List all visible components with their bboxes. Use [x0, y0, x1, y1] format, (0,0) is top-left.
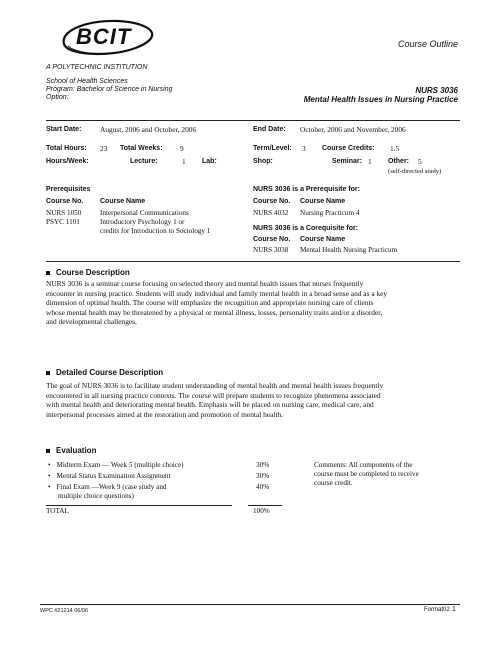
- evaluation-comments: [314, 461, 419, 488]
- evaluation-item: • Midterm Exam — Week 5 (multiple choice): [48, 461, 184, 470]
- bcit-logo: [58, 16, 156, 62]
- course-credits-value: 1.5: [390, 144, 400, 153]
- paragraph-line: with mental health and deteriorating mental health. Emphasis will be placed on nursing care, medical care, and: [46, 400, 374, 410]
- prerequisites-heading: Prerequisites: [46, 186, 91, 193]
- evaluation-pct-rule: [248, 505, 282, 506]
- school-name: School of Health Sciences: [46, 78, 128, 85]
- prereq-for-col-course-no: Course No.: [253, 198, 291, 205]
- other-value: 5: [418, 157, 422, 166]
- paragraph-line: The goal of NURS 3036 is to facilitate student understanding of mental health and mental health issues frequently: [46, 381, 384, 390]
- logo-text: BCIT: [76, 24, 132, 49]
- seminar-value: 1: [368, 157, 372, 166]
- detailed-description-heading-text: Detailed Course Description: [56, 368, 164, 377]
- evaluation-pct: 30%: [256, 461, 270, 469]
- evaluation-item: • Final Exam —Week 9 (case study and: [48, 483, 167, 492]
- evaluation-heading-text: Evaluation: [56, 446, 97, 455]
- prereq-course-name: Interpersonal Communications: [100, 209, 189, 217]
- shop-label: Shop:: [253, 158, 273, 165]
- evaluation-pct: 40%: [256, 483, 270, 491]
- total-hours-label: Total Hours:: [46, 145, 87, 152]
- prereq-for-heading: NURS 3036 is a Prerequisite for:: [253, 186, 360, 193]
- evaluation-total-pct: 100%: [253, 507, 270, 515]
- paragraph-line: encounter in nursing practice. Students will study individual and family mental health in a broad sense and as a key: [46, 288, 388, 298]
- doc-type: Course Outline: [397, 39, 458, 49]
- evaluation-pct: 30%: [256, 472, 270, 480]
- start-date-value: August, 2006 and October, 2006: [100, 125, 197, 134]
- coreq-col-course-no: Course No.: [253, 236, 291, 243]
- footer-format: Format02: [424, 607, 450, 613]
- prereq-for-course-name: Nursing Practicum 4: [300, 209, 360, 217]
- term-level-value: 3: [302, 144, 306, 153]
- course-description-text: [46, 279, 466, 327]
- other-note: (self-directed study): [388, 168, 442, 175]
- tagline: A POLYTECHNIC INSTITUTION: [46, 64, 148, 71]
- prereq-col-course-name: Course Name: [100, 198, 146, 205]
- lecture-label: Lecture:: [130, 158, 158, 165]
- lab-label: Lab:: [202, 158, 217, 165]
- prereq-course-no: NURS 1050: [46, 209, 82, 217]
- coreq-col-course-name: Course Name: [300, 236, 346, 243]
- course-title: Mental Health Issues in Nursing Practice: [303, 95, 458, 104]
- end-date-value: October, 2006 and November, 2006: [300, 125, 406, 134]
- detailed-description-text: [46, 381, 466, 419]
- evaluation-total-label: TOTAL: [46, 507, 69, 515]
- course-credits-label: Course Credits:: [322, 145, 375, 152]
- comment-line: Comments: All components of the: [314, 461, 413, 469]
- course-code: NURS 3036: [415, 86, 458, 95]
- coreq-course-name: Mental Health Nursing Practicum: [300, 246, 398, 254]
- hours-week-label: Hours/Week:: [46, 158, 89, 165]
- paragraph-line: interpersonal processes aimed at the restoration and promotion of mental health.: [46, 409, 284, 419]
- paragraph-line: whose mental health may be threatened by a physical or mental illness, losses, personality traits and/or a disorder,: [46, 307, 383, 317]
- detailed-description-heading: [46, 368, 163, 377]
- paragraph-line: encountered in all nursing practice contexts. The course will prepare students to recognize phenomena associated: [46, 390, 381, 400]
- section-bullet-icon: [46, 271, 50, 275]
- prereq-rule: [46, 261, 460, 262]
- coreq-heading: NURS 3036 is a Corequisite for:: [253, 225, 359, 232]
- header-rule: [46, 120, 460, 121]
- seminar-label: Seminar:: [332, 158, 362, 165]
- paragraph-line: NURS 3036 is a seminar course focusing on selected theory and mental health issues that nurses frequently: [46, 279, 364, 288]
- prereq-course-name: Introductory Psychology 1 or: [100, 218, 185, 226]
- course-description-heading: [46, 268, 130, 277]
- evaluation-item: • Mental Status Examination Assignment: [48, 472, 171, 481]
- prereq-for-course-no: NURS 4032: [253, 209, 289, 217]
- prereq-course-no: PSYC 1101: [46, 218, 80, 226]
- term-level-label: Term/Level:: [253, 145, 292, 152]
- prereq-course-name: credits for Introduction to Sociology 1: [100, 227, 211, 235]
- course-description-heading-text: Course Description: [56, 268, 130, 277]
- table-row: [46, 209, 81, 218]
- evaluation-total-rule: [46, 505, 232, 506]
- prereq-for-col-course-name: Course Name: [300, 198, 346, 205]
- comment-line: course credit.: [314, 479, 353, 487]
- coreq-course-no: NURS 3038: [253, 246, 289, 254]
- section-bullet-icon: [46, 371, 50, 375]
- lecture-value: 1: [182, 157, 186, 166]
- page-number: 1: [452, 606, 456, 613]
- total-weeks-value: 9: [180, 144, 184, 153]
- footer-rule: [40, 604, 460, 605]
- evaluation-heading: [46, 446, 96, 455]
- program-name: Program: Bachelor of Science in Nursing: [46, 86, 173, 93]
- table-row: [46, 218, 80, 227]
- end-date-label: End Date:: [253, 126, 286, 133]
- paragraph-line: and developmental challenges.: [46, 317, 137, 327]
- start-date-label: Start Date:: [46, 126, 82, 133]
- paragraph-line: dimension of optimal health. The course will emphasize the recognition and appropriate nursing care of clients: [46, 298, 374, 308]
- footer-left: WPC #21214 06/06: [40, 608, 89, 614]
- prereq-col-course-no: Course No.: [46, 198, 84, 205]
- section-bullet-icon: [46, 449, 50, 453]
- comment-line: course must be completed to receive: [314, 470, 419, 478]
- total-hours-value: 23: [100, 144, 108, 153]
- total-weeks-label: Total Weeks:: [120, 145, 163, 152]
- evaluation-item-continued: multiple choice questions): [58, 492, 134, 500]
- other-label: Other:: [388, 158, 409, 165]
- option-label: Option:: [46, 94, 69, 101]
